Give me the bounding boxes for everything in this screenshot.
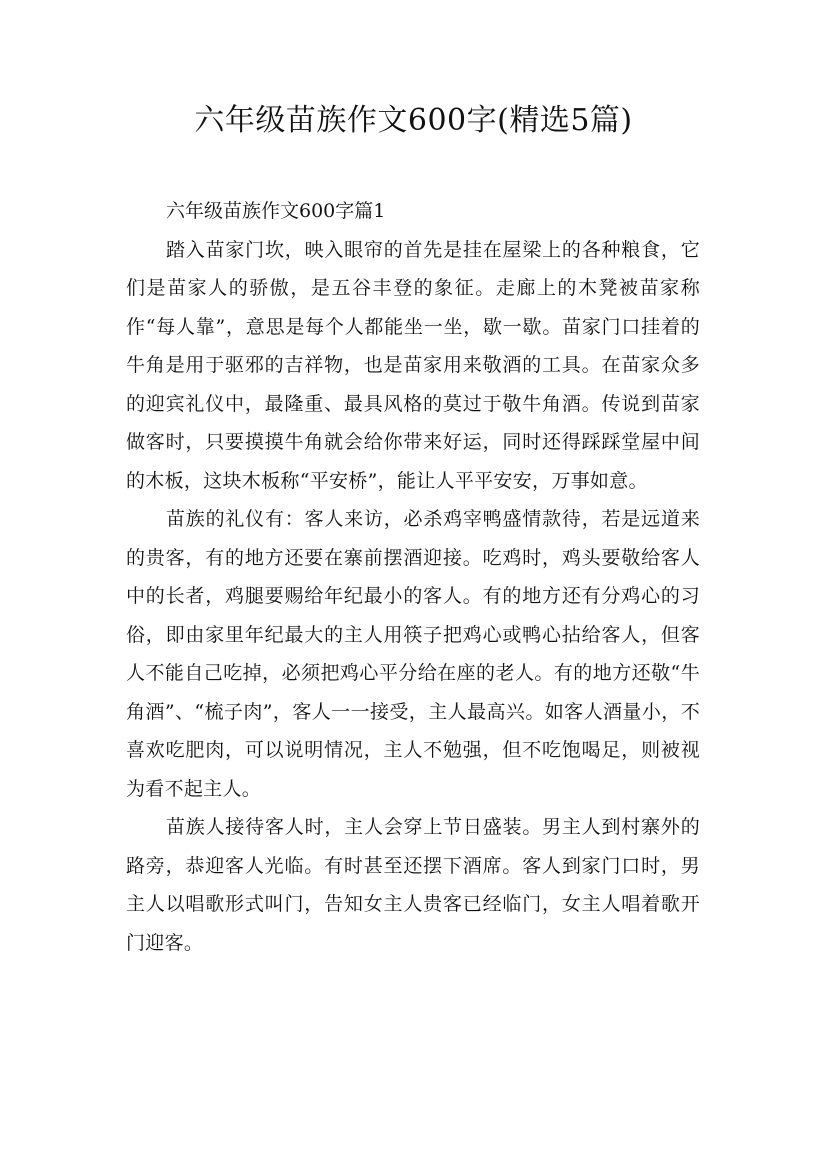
section-heading: 六年级苗族作文600字篇1 [166, 200, 386, 222]
paragraph-3: 苗族人接待客人时，主人会穿上节日盛装。男主人到村寨外的路旁，恭迎客人光临。有时甚至还摆下酒席。客人到家门口时，男主人以唱歌形式叫门，告知女主人贵客已经临门，女主人唱着歌开门迎客。 [126, 816, 700, 954]
paragraph-1: 踏入苗家门坎，映入眼帘的首先是挂在屋梁上的各种粮食，它们是苗家人的骄傲，是五谷丰登的象征。走廊上的木凳被苗家称作“每人靠”，意思是每个人都能坐一坐，歇一歇。苗家门口挂着的牛角是用于驱邪的吉祥物，也是苗家用来敬酒的工具。在苗家众多的迎宾礼仪中，最隆重、最具风格的莫过于敬牛角酒。传说到苗家做客时，只要摸摸牛角就会给你带来好运，同时还得踩踩堂屋中间的木板，这块木板称“平安桥”，能让人平平安安，万事如意。 [126, 238, 700, 492]
paragraph-2: 苗族的礼仪有：客人来访，必杀鸡宰鸭盛情款待，若是远道来的贵客，有的地方还要在寨前摆酒迎接。吃鸡时，鸡头要敬给客人中的长者，鸡腿要赐给年纪最小的客人。有的地方还有分鸡心的习俗，即由家里年纪最大的主人用筷子把鸡心或鸭心拈给客人，但客人不能自己吃掉，必须把鸡心平分给在座的老人。有的地方还敬“牛角酒”、“梳子肉”，客人一一接受，主人最高兴。如客人酒量小，不喜欢吃肥肉，可以说明情况，主人不勉强，但不吃饱喝足，则被视为看不起主人。 [126, 508, 700, 800]
document-body [126, 192, 700, 962]
document-title: 六年级苗族作文600字(精选5篇) [194, 103, 633, 138]
